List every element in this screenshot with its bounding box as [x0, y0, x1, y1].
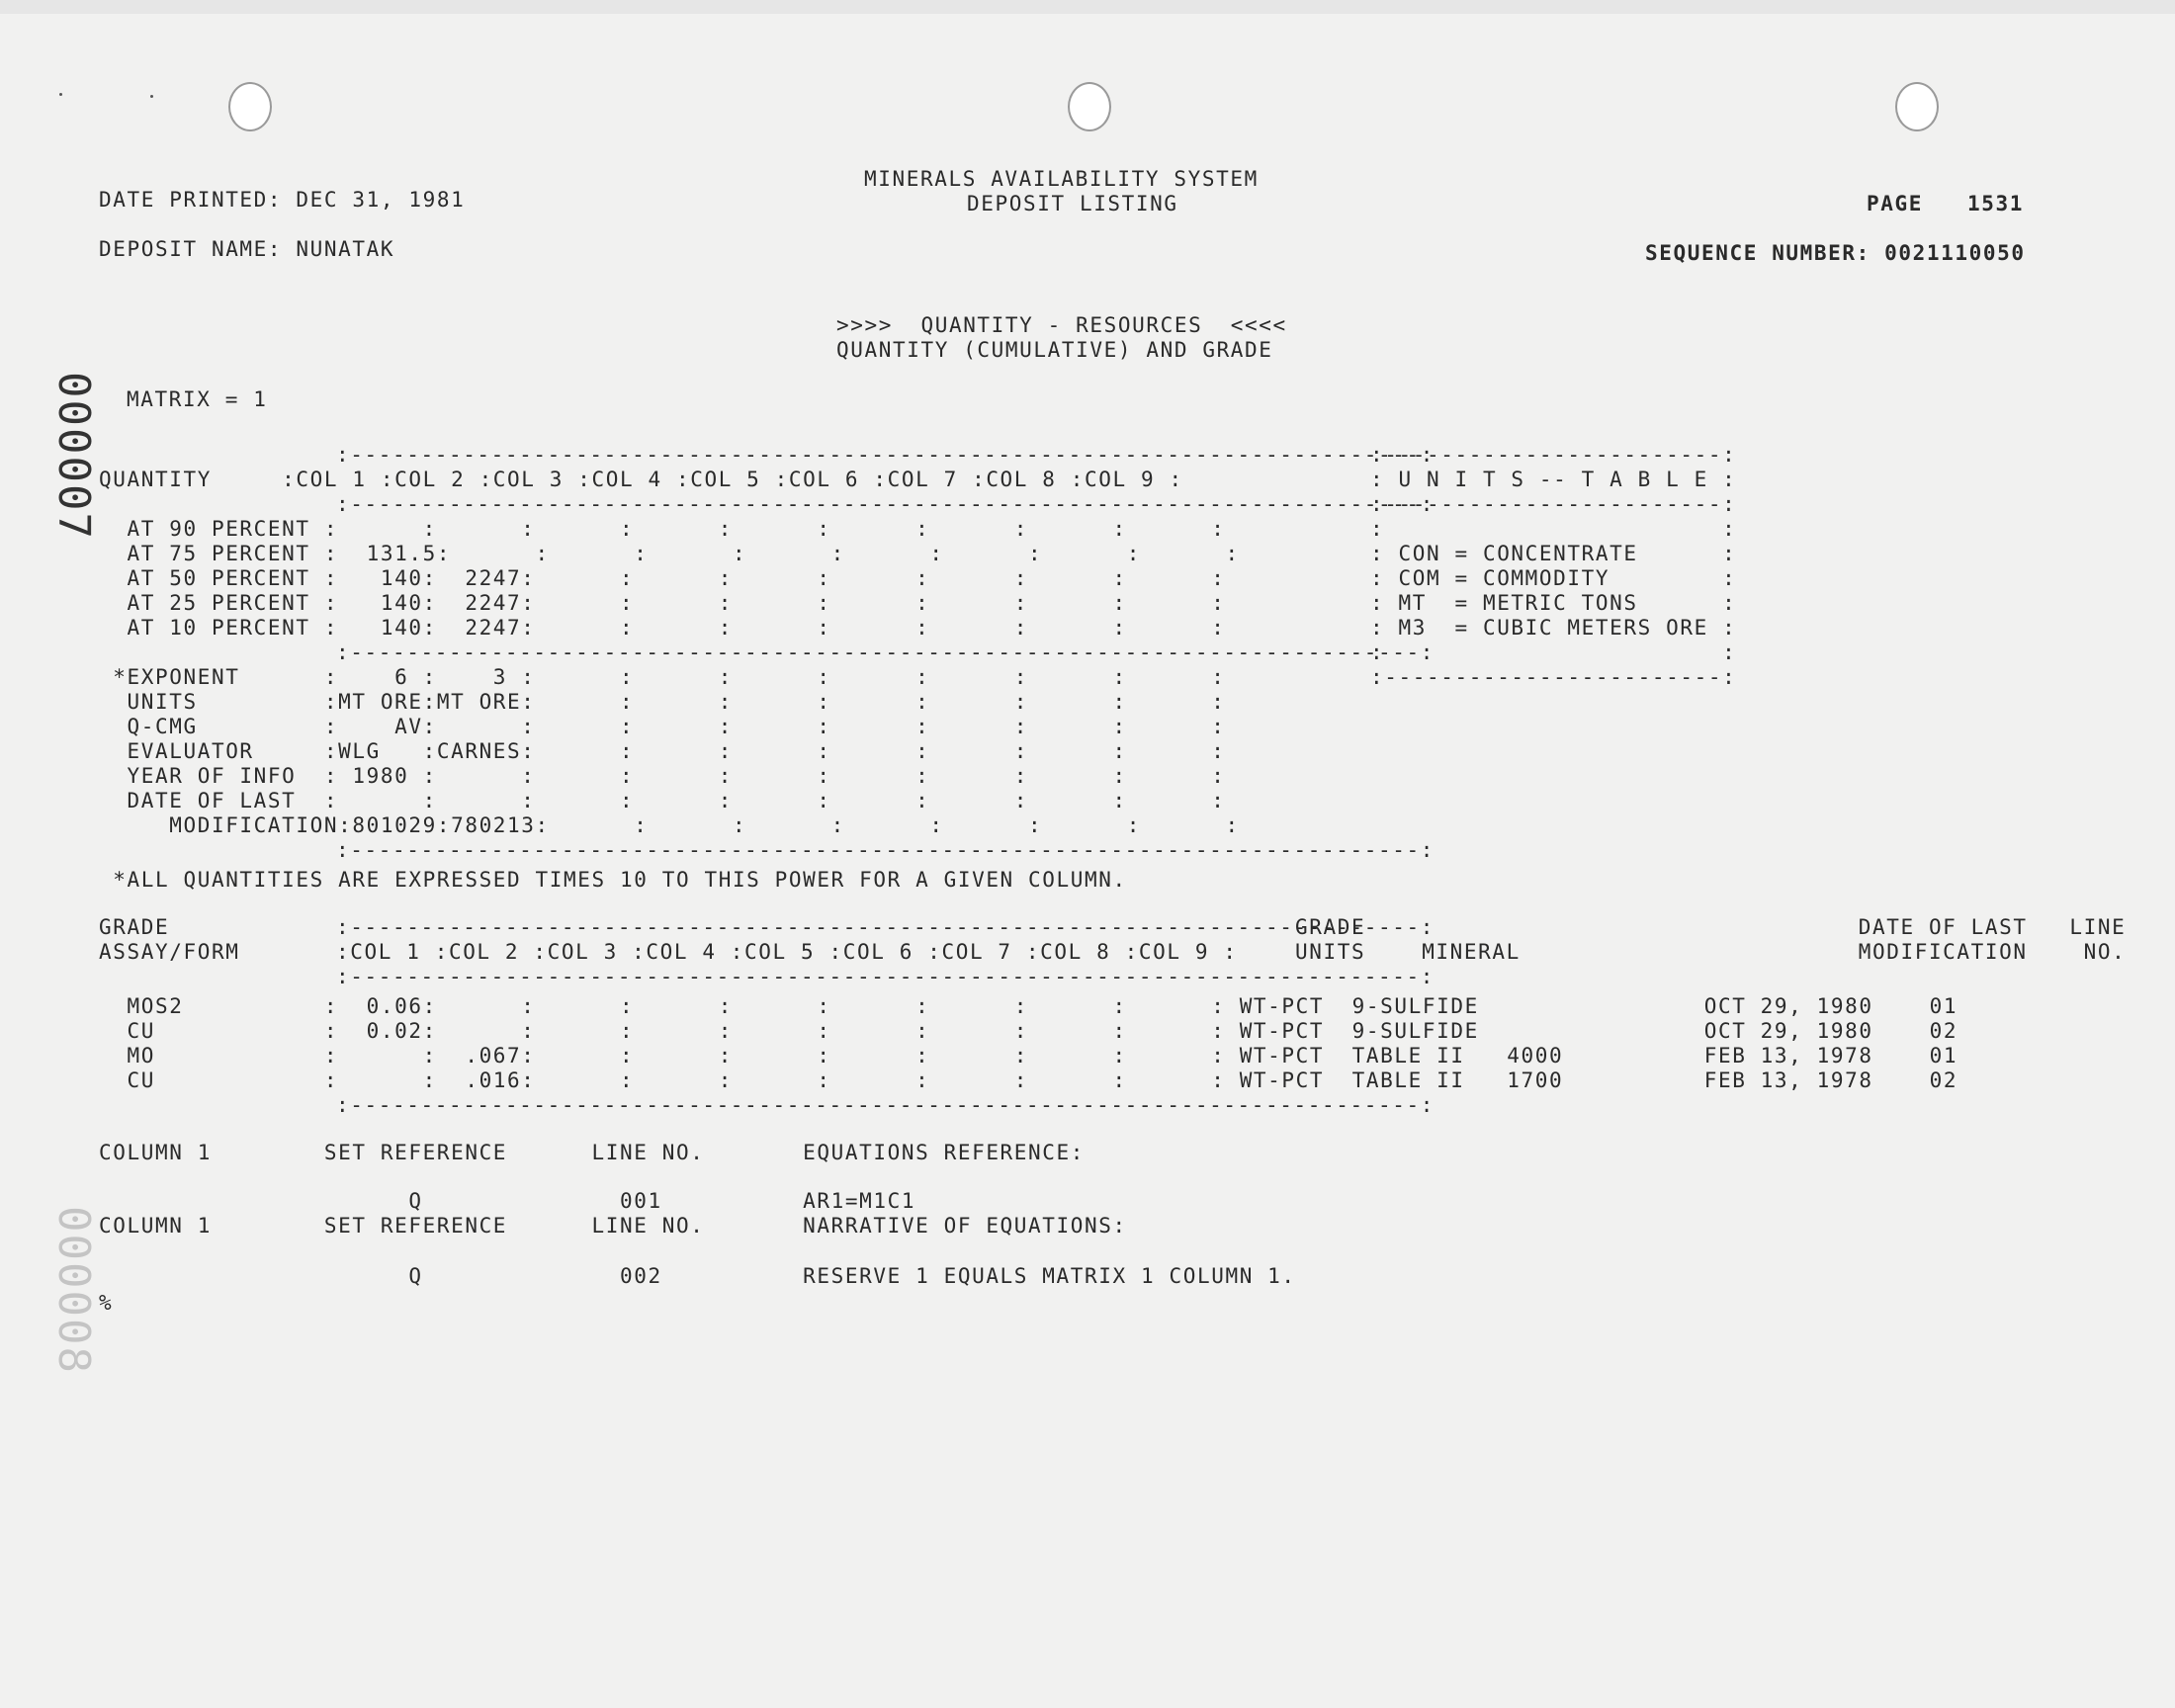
units-rule: :------------------------:	[1370, 443, 1737, 467]
table-rule: :----------------------------------------------------------------------------:	[336, 640, 1435, 664]
paper-speck	[150, 95, 153, 98]
paper-speck	[59, 93, 62, 96]
attribute-row: UNITS :MT ORE:MT ORE: : : : : : : :	[99, 690, 1226, 714]
grade-right-header: GRADE DATE OF LAST LINE	[1295, 915, 2127, 939]
narrative-header: COLUMN 1 SET REFERENCE LINE NO. NARRATIVE OF EQUATIONS:	[99, 1214, 1127, 1238]
matrix-label: MATRIX = 1	[127, 387, 268, 411]
sequence-number: SEQUENCE NUMBER: 0021110050	[1645, 241, 2026, 265]
deposit-name: DEPOSIT NAME: NUNATAK	[99, 237, 395, 261]
page-number: 1531	[1967, 192, 2024, 215]
grade-rule: :----------------------------------------------------------------------------:	[336, 915, 1435, 939]
grade-label: GRADE	[99, 915, 170, 939]
grade-row: MO : : .067: : : : : : : : WT-PCT TABLE II 4000 FEB 13, 1978 01	[99, 1044, 1958, 1068]
attribute-row: YEAR OF INFO : 1980 : : : : : : : : :	[99, 764, 1226, 788]
units-row: : MT = METRIC TONS :	[1370, 591, 1737, 615]
grade-header: :COL 1 :COL 2 :COL 3 :COL 4 :COL 5 :COL 6 :COL 7 :COL 8 :COL 9 :	[336, 940, 1238, 964]
section-subtitle: QUANTITY (CUMULATIVE) AND GRADE	[836, 338, 1273, 362]
reference-row: Q 001 AR1=M1C1	[99, 1189, 916, 1213]
units-row: : COM = COMMODITY :	[1370, 566, 1737, 590]
punch-hole-center	[1068, 82, 1111, 131]
grade-row: MOS2 : 0.06: : : : : : : : : WT-PCT 9-SULFIDE OCT 29, 1980 01	[99, 994, 1958, 1018]
assay-form-label: ASSAY/FORM	[99, 940, 240, 964]
units-rule: :------------------------:	[1370, 492, 1737, 516]
printout-page	[0, 14, 2175, 1708]
grade-row: CU : 0.02: : : : : : : : : WT-PCT 9-SULFIDE OCT 29, 1980 02	[99, 1019, 1958, 1043]
units-row: : M3 = CUBIC METERS ORE :	[1370, 616, 1737, 640]
narrative-row: Q 002 RESERVE 1 EQUALS MATRIX 1 COLUMN 1.	[99, 1264, 1296, 1288]
table-rule: :----------------------------------------------------------------------------:	[336, 443, 1435, 467]
quantity-row: AT 25 PERCENT : 140: 2247: : : : : : : :	[99, 591, 1226, 615]
units-row: : :	[1370, 517, 1737, 541]
date-printed: DATE PRINTED: DEC 31, 1981	[99, 188, 466, 212]
attribute-row: EVALUATOR :WLG :CARNES: : : : : : : :	[99, 739, 1226, 763]
margin-stamp-number-faint: 000008	[48, 1206, 99, 1375]
attribute-row: MODIFICATION:801029:780213: : : : : : : :	[99, 813, 1240, 837]
quantity-header: QUANTITY :COL 1 :COL 2 :COL 3 :COL 4 :COL 5 :COL 6 :COL 7 :COL 8 :COL 9 :	[99, 468, 1183, 491]
page-label: PAGE	[1867, 192, 1923, 215]
units-title: : U N I T S -- T A B L E :	[1370, 468, 1737, 491]
quantity-row: AT 75 PERCENT : 131.5: : : : : : : : :	[99, 542, 1240, 565]
reference-header: COLUMN 1 SET REFERENCE LINE NO. EQUATIONS REFERENCE:	[99, 1141, 1086, 1164]
quantity-row: AT 10 PERCENT : 140: 2247: : : : : : : :	[99, 616, 1226, 640]
margin-stamp-number: 000007	[48, 372, 99, 541]
table-rule: :----------------------------------------------------------------------------:	[336, 838, 1435, 862]
table-rule: :----------------------------------------------------------------------------:	[336, 492, 1435, 516]
attribute-row: DATE OF LAST : : : : : : : : : :	[99, 789, 1226, 812]
punch-hole-left	[228, 82, 272, 131]
quantity-row: AT 90 PERCENT : : : : : : : : : :	[99, 517, 1226, 541]
listing-subtitle: DEPOSIT LISTING	[967, 192, 1178, 215]
grade-row: CU : : .016: : : : : : : : WT-PCT TABLE II 1700 FEB 13, 1978 02	[99, 1068, 1958, 1092]
units-row: : CON = CONCENTRATE :	[1370, 542, 1737, 565]
units-rule: :------------------------:	[1370, 665, 1737, 689]
grade-rule: :----------------------------------------------------------------------------:	[336, 965, 1435, 988]
attribute-row: Q-CMG : AV: : : : : : : : :	[99, 715, 1226, 738]
punch-hole-right	[1895, 82, 1939, 131]
quantity-row: AT 50 PERCENT : 140: 2247: : : : : : : :	[99, 566, 1226, 590]
grade-rule: :----------------------------------------------------------------------------:	[336, 1093, 1435, 1117]
attribute-row: *EXPONENT : 6 : 3 : : : : : : : :	[99, 665, 1226, 689]
section-title: >>>> QUANTITY - RESOURCES <<<<	[836, 313, 1287, 337]
units-row: : :	[1370, 640, 1737, 664]
end-mark: %	[99, 1291, 114, 1315]
exponent-footnote: *ALL QUANTITIES ARE EXPRESSED TIMES 10 TO THIS POWER FOR A GIVEN COLUMN.	[99, 868, 1127, 892]
system-title: MINERALS AVAILABILITY SYSTEM	[864, 167, 1259, 191]
grade-right-header: UNITS MINERAL MODIFICATION NO.	[1295, 940, 2127, 964]
